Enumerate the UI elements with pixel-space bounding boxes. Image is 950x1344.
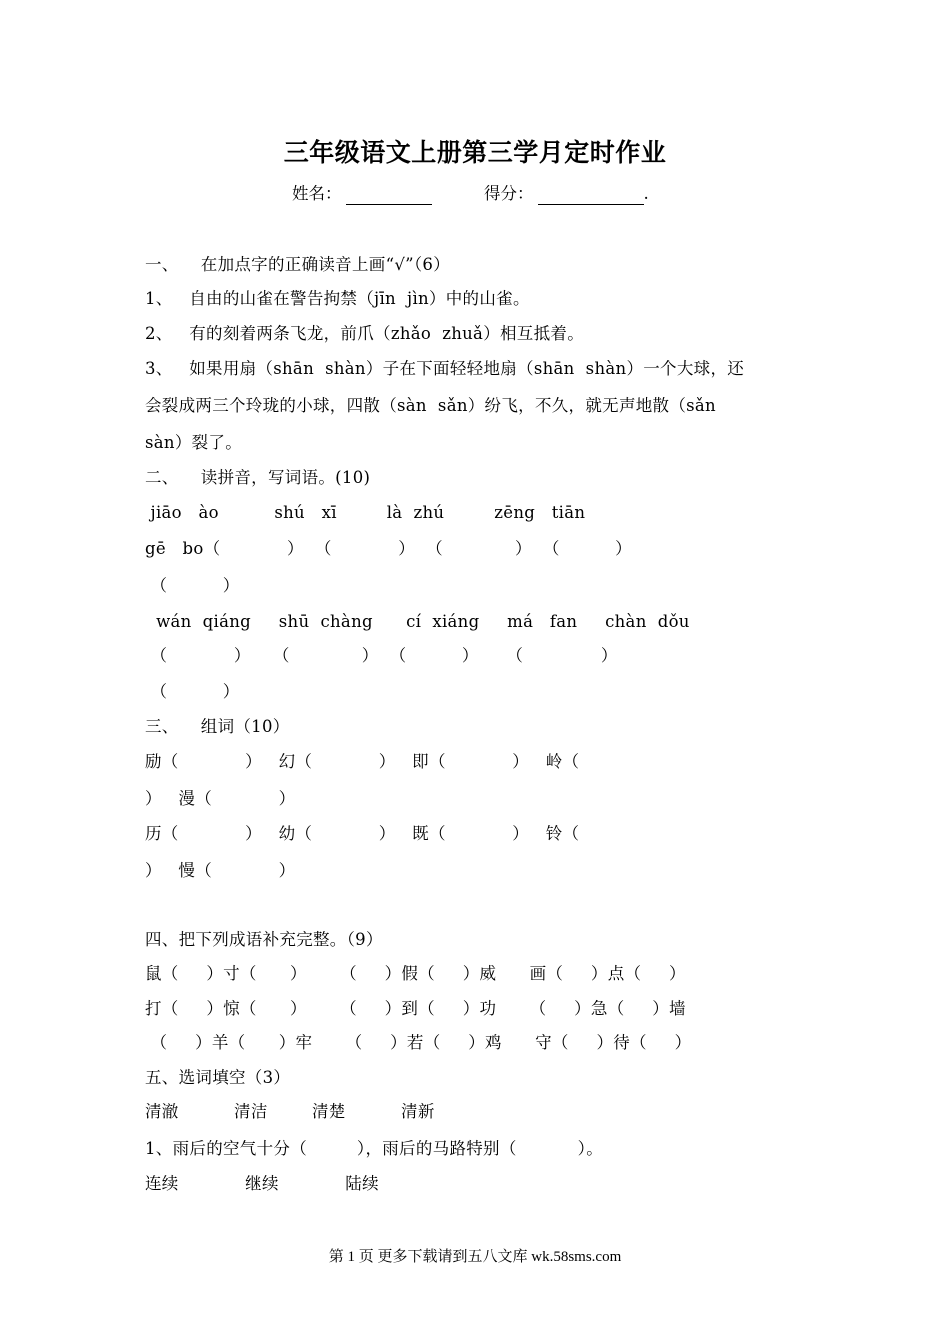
word-choices-2: 连续 继续 陆续 (145, 1174, 379, 1193)
pinyin-row-2: wán qiáng shū chàng cí xiáng má fan chàn dǒu (145, 612, 690, 631)
section-5-heading: 五、选词填空（3） (145, 1068, 291, 1087)
idiom-row-1: 鼠（ ）寸（ ） （ ）假（ ）威 画（ ）点（ ） (145, 964, 686, 983)
section-3-heading: 三、 组词（10） (145, 717, 290, 736)
score-field (484, 183, 649, 205)
idiom-row-2: 打（ ）惊（ ） （ ）到（ ）功 （ ）急（ ）墙 (145, 999, 686, 1018)
q1-item-3-cont: 会裂成两三个玲珑的小球，四散（sàn sǎn）纷飞，不久，就无声地散（sǎn (145, 396, 716, 415)
name-blank[interactable] (346, 186, 432, 205)
section-1-heading: 一、 在加点字的正确读音上画“√”（6） (145, 255, 451, 274)
section-2-heading: 二、 读拼音，写词语。(10) (145, 468, 371, 487)
word-choices-1: 清澈 清洁 清楚 清新 (145, 1102, 435, 1121)
name-label: 姓名： (292, 184, 342, 203)
answer-row-2-cont: （ ） (145, 682, 240, 701)
page-title: 三年级语文上册第三学月定时作业 (283, 138, 667, 167)
word-group-row-1: 励（ ） 幻（ ） 即（ ） 岭（ (145, 752, 580, 771)
q1-item-2: 2、 有的刻着两条飞龙，前爪（zhǎo zhuǎ）相互抵着。 (145, 324, 584, 343)
pinyin-row-1: jiāo ào shú xī là zhú zēng tiān (145, 503, 586, 522)
word-group-row-2: 历（ ） 幼（ ） 既（ ） 铃（ (145, 824, 580, 843)
answer-row-1: gē bo（ ） （ ） （ ） （ ） (145, 539, 632, 558)
word-group-row-2-cont: ） 慢（ ） (145, 861, 296, 880)
answer-row-1-cont: （ ） (145, 576, 240, 595)
q1-item-3: 3、 如果用扇（shān shàn）子在下面轻轻地扇（shān shàn）一个大球，还 (145, 359, 745, 378)
score-label: 得分： (484, 184, 534, 203)
idiom-row-3: （ ）羊（ ）牢 （ ）若（ ）鸡 守（ ）待（ ） (145, 1033, 692, 1052)
page-footer: 第 1 页 更多下载请到五八文库 wk.58sms.com (328, 1249, 622, 1265)
name-field (292, 183, 432, 205)
q1-item-1: 1、 自由的山雀在警告拘禁（jīn jìn）中的山雀。 (145, 289, 530, 308)
word-group-row-1-cont: ） 漫（ ） (145, 789, 296, 808)
fill-sentence-1: 1、雨后的空气十分（ ），雨后的马路特别（ ）。 (145, 1139, 603, 1158)
score-end: . (643, 184, 649, 203)
score-blank[interactable] (538, 186, 644, 205)
q1-item-3-cont2: sàn）裂了。 (145, 433, 243, 452)
answer-row-2: （ ） （ ） （ ） （ ） (145, 646, 618, 665)
section-4-heading: 四、把下列成语补充完整。（9） (145, 930, 383, 949)
